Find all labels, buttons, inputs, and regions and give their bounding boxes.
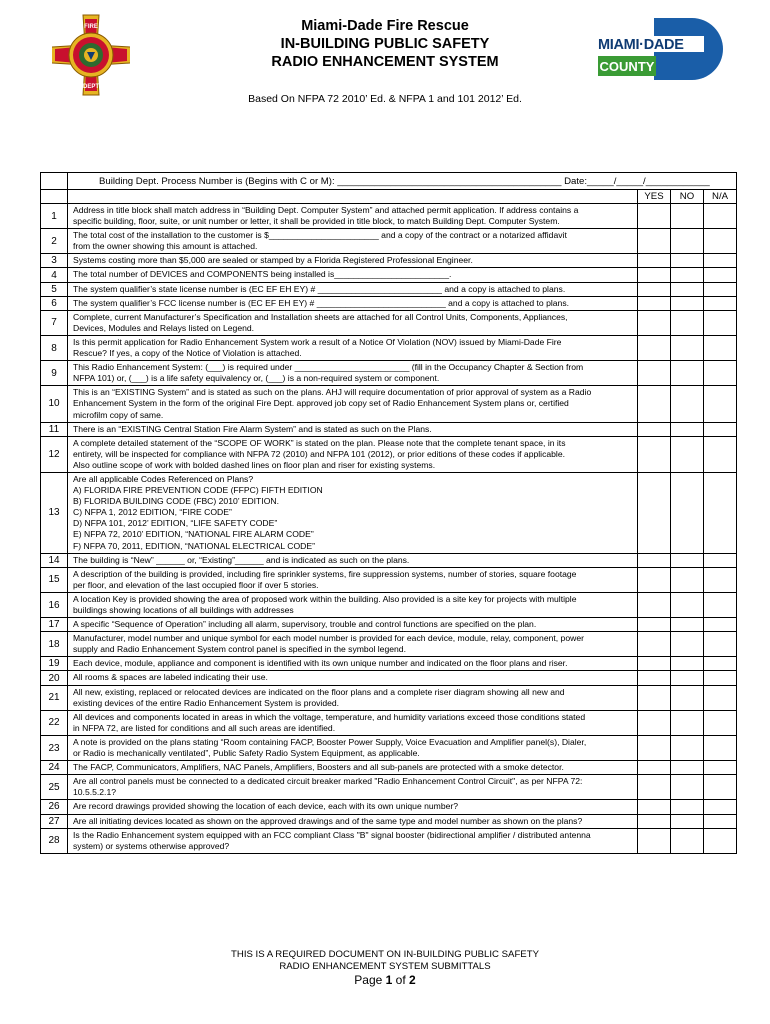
item-10-no-checkbox[interactable]: [671, 386, 704, 422]
item-text-line: Are all control panels must be connected to a dedicated circuit breaker marked "Radio Enhancement Control Circuit", as per NFPA 72:: [73, 776, 583, 787]
item-2-na-checkbox[interactable]: [704, 229, 737, 254]
item-text-line: All new, existing, replaced or relocated devices are indicated on the floor plans and a complete riser diagram showing all new and: [73, 686, 565, 697]
item-19-na-checkbox[interactable]: [704, 657, 737, 671]
fire-department-logo: [52, 14, 130, 96]
page-number: [300, 973, 470, 987]
item-20-no-checkbox[interactable]: [671, 671, 704, 685]
item-number: 27: [41, 814, 68, 828]
item-4-yes-checkbox[interactable]: [638, 268, 671, 282]
item-13-yes-checkbox[interactable]: [638, 472, 671, 553]
item-number: 9: [41, 361, 68, 386]
footer-line-1: THIS IS A REQUIRED DOCUMENT ON IN-BUILDING PUBLIC SAFETY: [231, 949, 539, 960]
item-text: [68, 618, 638, 632]
item-25-no-checkbox[interactable]: [671, 775, 704, 800]
item-text-line: microfilm copy of same.: [73, 409, 164, 420]
checklist-item-10: [41, 386, 737, 422]
fire-logo-bottom-text: DEPT: [82, 84, 100, 90]
document-title: [190, 17, 580, 71]
checklist-item-6: [41, 296, 737, 310]
item-text: [68, 296, 638, 310]
item-text-line: Is this permit application for Radio Enhancement System work a result of a Notice Of Violation (NOV) issued by Miami-Dade Fire: [73, 336, 562, 347]
item-8-na-checkbox[interactable]: [704, 335, 737, 360]
item-6-no-checkbox[interactable]: [671, 296, 704, 310]
item-number: 8: [41, 335, 68, 360]
item-12-yes-checkbox[interactable]: [638, 436, 671, 472]
item-number: 16: [41, 592, 68, 617]
item-3-no-checkbox[interactable]: [671, 254, 704, 268]
item-number: 18: [41, 632, 68, 657]
item-text-line: Also outline scope of work with bolded dashed lines on floor plan and riser for existing systems.: [73, 459, 436, 470]
checklist-item-27: [41, 814, 737, 828]
item-16-na-checkbox[interactable]: [704, 592, 737, 617]
item-18-na-checkbox[interactable]: [704, 632, 737, 657]
item-text: [68, 268, 638, 282]
item-number: 6: [41, 296, 68, 310]
page-of: of: [395, 973, 406, 987]
checklist-item-8: [41, 335, 737, 360]
item-text-line: Address in title block shall match address in “Building Dept. Computer System” and attached permit application. If address contains a: [73, 205, 579, 215]
item-text: [68, 386, 638, 422]
checklist-item-25: [41, 775, 737, 800]
item-text-line: NFPA 101) or, (___) is a life safety equivalency or, (___) is a non-required system or component.: [73, 373, 440, 384]
item-text: [68, 735, 638, 760]
item-28-no-checkbox[interactable]: [671, 828, 704, 853]
checklist-item-13: [41, 472, 737, 553]
item-text-line: Systems costing more than $5,000 are sealed or stamped by a Florida Registered Professional Engineer.: [73, 255, 473, 266]
item-text: [68, 436, 638, 472]
item-12-no-checkbox[interactable]: [671, 436, 704, 472]
item-24-yes-checkbox[interactable]: [638, 761, 671, 775]
item-text-line: Manufacturer, model number and unique symbol for each model number is provided for each device, module, relay, component, power: [73, 633, 584, 644]
item-text-line: All devices and components located in areas in which the voltage, temperature, and humidity variations exceed those conditions stated: [73, 711, 586, 722]
item-text-line: 10.5.5.2.1?: [73, 787, 117, 798]
item-text-line: A) FLORIDA FIRE PREVENTION CODE (FFPC) FIFTH EDITION: [73, 485, 323, 496]
county-logo-bottom-text: COUNTY: [599, 59, 655, 74]
item-26-na-checkbox[interactable]: [704, 800, 737, 814]
item-text-line: buildings showing locations of all buildings with addresses: [73, 605, 294, 615]
item-text-line: The total number of DEVICES and COMPONENTS being installed is________________________.: [73, 269, 452, 280]
checklist-item-7: [41, 310, 737, 335]
item-1-yes-checkbox[interactable]: [638, 204, 671, 229]
item-text-line: E) NFPA 72, 2010’ EDITION, “NATIONAL FIRE ALARM CODE”: [73, 529, 314, 540]
item-number: 12: [41, 436, 68, 472]
item-22-yes-checkbox[interactable]: [638, 710, 671, 735]
checklist-item-9: [41, 361, 737, 386]
item-number: 7: [41, 310, 68, 335]
item-text-line: Rescue? If yes, a copy of the Notice of Violation is attached.: [73, 348, 302, 359]
item-text-line: Each device, module, appliance and component is identified with its own unique number and indicated on the floor plans and riser.: [73, 658, 568, 669]
checklist-item-16: [41, 592, 737, 617]
item-text-line: The system qualifier’s FCC license number is (EC EF EH EY) # ___________________________ and a copy is attached to plans.: [73, 297, 570, 308]
checklist-item-24: [41, 761, 737, 775]
item-text-line: Devices, Modules and Relays listed on Legend.: [73, 322, 255, 333]
title-line-2: IN-BUILDING PUBLIC SAFETY: [280, 36, 490, 52]
item-number: 14: [41, 553, 68, 567]
item-number: 5: [41, 282, 68, 296]
item-text: [68, 800, 638, 814]
item-number: 19: [41, 657, 68, 671]
item-text-line: Is the Radio Enhancement system equipped with an FCC compliant Class "B" signal booster (bidirectional amplifier / distributed antenna: [73, 829, 591, 840]
item-text-line: Are record drawings provided showing the location of each device, each with its own unique number?: [73, 801, 459, 812]
checklist-item-23: [41, 735, 737, 760]
item-text-line: C) NFPA 1, 2012 EDITION, “FIRE CODE”: [73, 507, 232, 518]
item-28-na-checkbox[interactable]: [704, 828, 737, 853]
item-text-line: from the owner showing this amount is attached.: [73, 241, 258, 252]
checklist-item-4: [41, 268, 737, 282]
item-11-no-checkbox[interactable]: [671, 422, 704, 436]
checklist-item-12: [41, 436, 737, 472]
item-text-line: specific building, floor, suite, or unit number or letter, it shall be provided in title block, to match Building Dept. Computer System.: [73, 216, 560, 227]
item-21-no-checkbox[interactable]: [671, 685, 704, 710]
header-blank-cell: [41, 173, 68, 190]
item-text: [68, 632, 638, 657]
column-header-row: [41, 190, 737, 204]
item-number: 28: [41, 828, 68, 853]
item-text-line: A specific “Sequence of Operation” including all alarm, supervisory, trouble and control functions are specified on the plan.: [73, 619, 537, 630]
checklist-item-18: [41, 632, 737, 657]
item-13-no-checkbox[interactable]: [671, 472, 704, 553]
item-20-yes-checkbox[interactable]: [638, 671, 671, 685]
item-1-no-checkbox[interactable]: [671, 204, 704, 229]
item-text: [68, 814, 638, 828]
item-number: 26: [41, 800, 68, 814]
item-text-line: F) NFPA 70, 2011, EDITION, “NATIONAL ELECTRICAL CODE”: [73, 540, 315, 551]
item-text-line: or Radio is mechanically ventilated”, Public Safety Radio System Equipment, as applicable.: [73, 748, 420, 759]
item-5-no-checkbox[interactable]: [671, 282, 704, 296]
item-text-line: All rooms & spaces are labeled indicating their use.: [73, 672, 268, 683]
item-3-na-checkbox[interactable]: [704, 254, 737, 268]
item-text-line: Are all initiating devices located as shown on the approved drawings and of the same type and model number as shown on the plans?: [73, 815, 583, 826]
item-number: 1: [41, 204, 68, 229]
column-header-number-blank: [41, 190, 68, 204]
item-4-na-checkbox[interactable]: [704, 268, 737, 282]
item-1-na-checkbox[interactable]: [704, 204, 737, 229]
checklist-table: [40, 172, 737, 854]
item-18-no-checkbox[interactable]: [671, 632, 704, 657]
item-15-no-checkbox[interactable]: [671, 567, 704, 592]
item-27-na-checkbox[interactable]: [704, 814, 737, 828]
item-26-yes-checkbox[interactable]: [638, 800, 671, 814]
miami-dade-county-logo: [596, 18, 724, 80]
item-text-line: The system qualifier’s state license number is (EC EF EH EY) # __________________________ and a copy is attached to plans.: [73, 283, 566, 294]
item-27-no-checkbox[interactable]: [671, 814, 704, 828]
checklist-item-22: [41, 710, 737, 735]
item-text-line: system) or systems otherwise approved?: [73, 840, 230, 851]
item-14-yes-checkbox[interactable]: [638, 553, 671, 567]
title-line-1: Miami-Dade Fire Rescue: [301, 18, 469, 34]
item-27-yes-checkbox[interactable]: [638, 814, 671, 828]
item-text: [68, 361, 638, 386]
item-26-no-checkbox[interactable]: [671, 800, 704, 814]
item-11-yes-checkbox[interactable]: [638, 422, 671, 436]
item-text-line: The FACP, Communicators, Amplifiers, NAC Panels, Amplifiers, Boosters and all sub-panels are protected with a smoke detector.: [73, 762, 564, 773]
column-header-blank: [68, 190, 638, 204]
item-15-na-checkbox[interactable]: [704, 567, 737, 592]
item-text-line: A complete detailed statement of the “SCOPE OF WORK” is stated on the plan. Please note that the complete tenant space, in its: [73, 437, 566, 448]
item-19-no-checkbox[interactable]: [671, 657, 704, 671]
footer-note: [140, 949, 630, 973]
item-text-line: This is an “EXISTING System” and is stated as such on the plans. AHJ will require documentation of prior approval of system as a Radio: [73, 387, 592, 398]
item-text-line: existing devices of the entire Radio Enhancement System is provided.: [73, 697, 340, 708]
item-text-line: A location Key is provided showing the area of proposed work within the building. Also provided is a site key for projects with multiple: [73, 593, 577, 604]
item-text: [68, 761, 638, 775]
item-text-line: supply and Radio Enhancement System control panel is specified in the symbol legend.: [73, 644, 406, 655]
item-8-yes-checkbox[interactable]: [638, 335, 671, 360]
item-text-line: Are all applicable Codes Referenced on Plans?: [73, 473, 254, 484]
footer-line-2: RADIO ENHANCEMENT SYSTEM SUBMITTALS: [279, 961, 491, 972]
item-7-yes-checkbox[interactable]: [638, 310, 671, 335]
item-text: [68, 335, 638, 360]
title-line-3: RADIO ENHANCEMENT SYSTEM: [271, 54, 499, 70]
item-text: [68, 828, 638, 853]
page-label: Page: [354, 973, 383, 987]
item-text-line: Complete, current Manufacturer’s Specification and Installation sheets are attached for all Control Units, Components, Appliances,: [73, 311, 568, 322]
checklist-item-11: [41, 422, 737, 436]
item-25-na-checkbox[interactable]: [704, 775, 737, 800]
item-text-line: D) NFPA 101, 2012’ EDITION, “LIFE SAFETY CODE”: [73, 518, 278, 529]
item-24-na-checkbox[interactable]: [704, 761, 737, 775]
checklist-item-15: [41, 567, 737, 592]
process-number-row: [41, 173, 737, 190]
item-text: [68, 775, 638, 800]
item-number: 13: [41, 472, 68, 553]
checklist-item-21: [41, 685, 737, 710]
column-na: N/A: [704, 190, 737, 204]
item-21-na-checkbox[interactable]: [704, 685, 737, 710]
checklist-item-3: [41, 254, 737, 268]
item-text: [68, 422, 638, 436]
item-text-line: Enhancement System in the form of the original Fire Dept. approved job copy set of Radio Enhancement System plans or, certified: [73, 398, 569, 409]
item-text-line: entirety, will be inspected for compliance with NFPA 72 (2010) and NFPA 101 (2012), or prior editions of these codes if applicable.: [73, 448, 566, 459]
item-18-yes-checkbox[interactable]: [638, 632, 671, 657]
item-19-yes-checkbox[interactable]: [638, 657, 671, 671]
item-22-no-checkbox[interactable]: [671, 710, 704, 735]
item-text: [68, 229, 638, 254]
checklist-item-19: [41, 657, 737, 671]
item-text-line: B) FLORIDA BUILDING CODE (FBC) 2010’ EDITION.: [73, 496, 279, 507]
item-7-no-checkbox[interactable]: [671, 310, 704, 335]
item-number: 15: [41, 567, 68, 592]
item-5-na-checkbox[interactable]: [704, 282, 737, 296]
item-17-yes-checkbox[interactable]: [638, 618, 671, 632]
item-10-yes-checkbox[interactable]: [638, 386, 671, 422]
column-no: NO: [671, 190, 704, 204]
item-text: [68, 567, 638, 592]
item-6-yes-checkbox[interactable]: [638, 296, 671, 310]
item-text: [68, 553, 638, 567]
item-number: 24: [41, 761, 68, 775]
item-9-no-checkbox[interactable]: [671, 361, 704, 386]
item-17-no-checkbox[interactable]: [671, 618, 704, 632]
item-4-no-checkbox[interactable]: [671, 268, 704, 282]
item-13-na-checkbox[interactable]: [704, 472, 737, 553]
item-14-no-checkbox[interactable]: [671, 553, 704, 567]
item-number: 11: [41, 422, 68, 436]
item-number: 3: [41, 254, 68, 268]
checklist-item-5: [41, 282, 737, 296]
document-subtitle: Based On NFPA 72 2010’ Ed. & NFPA 1 and 101 2012’ Ed.: [248, 93, 522, 105]
item-text-line: A note is provided on the plans stating “Room containing FACP, Booster Power Supply, Voice Evacuation and Amplifier panel(s), Dialer,: [73, 736, 587, 747]
item-9-yes-checkbox[interactable]: [638, 361, 671, 386]
item-text: [68, 310, 638, 335]
item-text-line: per floor, and elevation of the last occupied floor if over 5 stories.: [73, 579, 319, 590]
item-22-na-checkbox[interactable]: [704, 710, 737, 735]
item-25-yes-checkbox[interactable]: [638, 775, 671, 800]
item-8-no-checkbox[interactable]: [671, 335, 704, 360]
item-23-yes-checkbox[interactable]: [638, 735, 671, 760]
item-16-no-checkbox[interactable]: [671, 592, 704, 617]
checklist-item-28: [41, 828, 737, 853]
item-15-yes-checkbox[interactable]: [638, 567, 671, 592]
item-text-line: A description of the building is provided, including fire sprinkler systems, fire suppression systems, number of stories, square footage: [73, 568, 577, 579]
item-text: [68, 592, 638, 617]
item-20-na-checkbox[interactable]: [704, 671, 737, 685]
item-21-yes-checkbox[interactable]: [638, 685, 671, 710]
item-23-na-checkbox[interactable]: [704, 735, 737, 760]
item-text: [68, 254, 638, 268]
item-number: 23: [41, 735, 68, 760]
item-9-na-checkbox[interactable]: [704, 361, 737, 386]
item-text-line: in NFPA 72, are listed for conditions and all such areas are identified.: [73, 722, 336, 733]
item-text: [68, 282, 638, 296]
item-6-na-checkbox[interactable]: [704, 296, 737, 310]
item-number: 22: [41, 710, 68, 735]
item-2-yes-checkbox[interactable]: [638, 229, 671, 254]
item-2-no-checkbox[interactable]: [671, 229, 704, 254]
checklist-item-26: [41, 800, 737, 814]
item-text-line: The building is “New” ______ or, “Existing”______ and is indicated as such on the plans.: [73, 554, 410, 565]
item-text-line: The total cost of the installation to the customer is $_______________________ and a copy of the contract or a notarized affidavit: [73, 230, 567, 241]
item-11-na-checkbox[interactable]: [704, 422, 737, 436]
item-number: 20: [41, 671, 68, 685]
item-7-na-checkbox[interactable]: [704, 310, 737, 335]
item-number: 25: [41, 775, 68, 800]
process-number-field[interactable]: Building Dept. Process Number is (Begins with C or M): __________________________________________ Date:_____/_____/____________: [68, 173, 737, 190]
item-text: [68, 657, 638, 671]
checklist-item-14: [41, 553, 737, 567]
item-number: 17: [41, 618, 68, 632]
item-number: 21: [41, 685, 68, 710]
page-total: 2: [409, 973, 416, 987]
county-logo-top-text: MIAMI·DADE: [598, 37, 684, 53]
item-text: [68, 685, 638, 710]
item-text: [68, 204, 638, 229]
item-23-no-checkbox[interactable]: [671, 735, 704, 760]
item-24-no-checkbox[interactable]: [671, 761, 704, 775]
item-17-na-checkbox[interactable]: [704, 618, 737, 632]
item-number: 10: [41, 386, 68, 422]
column-yes: YES: [638, 190, 671, 204]
checklist-item-1: [41, 204, 737, 229]
item-14-na-checkbox[interactable]: [704, 553, 737, 567]
item-5-yes-checkbox[interactable]: [638, 282, 671, 296]
item-3-yes-checkbox[interactable]: [638, 254, 671, 268]
item-text: [68, 671, 638, 685]
checklist-item-20: [41, 671, 737, 685]
item-number: 2: [41, 229, 68, 254]
page-current: 1: [385, 973, 393, 987]
item-number: 4: [41, 268, 68, 282]
item-text-line: There is an “EXISTING Central Station Fire Alarm System” and is stated as such on the Plans.: [73, 423, 432, 434]
item-10-na-checkbox[interactable]: [704, 386, 737, 422]
item-text-line: This Radio Enhancement System: (___) is required under ________________________ (fill in the Occupancy Chapter & Section from: [73, 362, 584, 373]
fire-logo-top-text: FIRE: [84, 24, 98, 30]
item-text: [68, 710, 638, 735]
checklist-item-17: [41, 618, 737, 632]
item-12-na-checkbox[interactable]: [704, 436, 737, 472]
item-16-yes-checkbox[interactable]: [638, 592, 671, 617]
checklist-item-2: [41, 229, 737, 254]
item-text: [68, 472, 638, 553]
item-28-yes-checkbox[interactable]: [638, 828, 671, 853]
